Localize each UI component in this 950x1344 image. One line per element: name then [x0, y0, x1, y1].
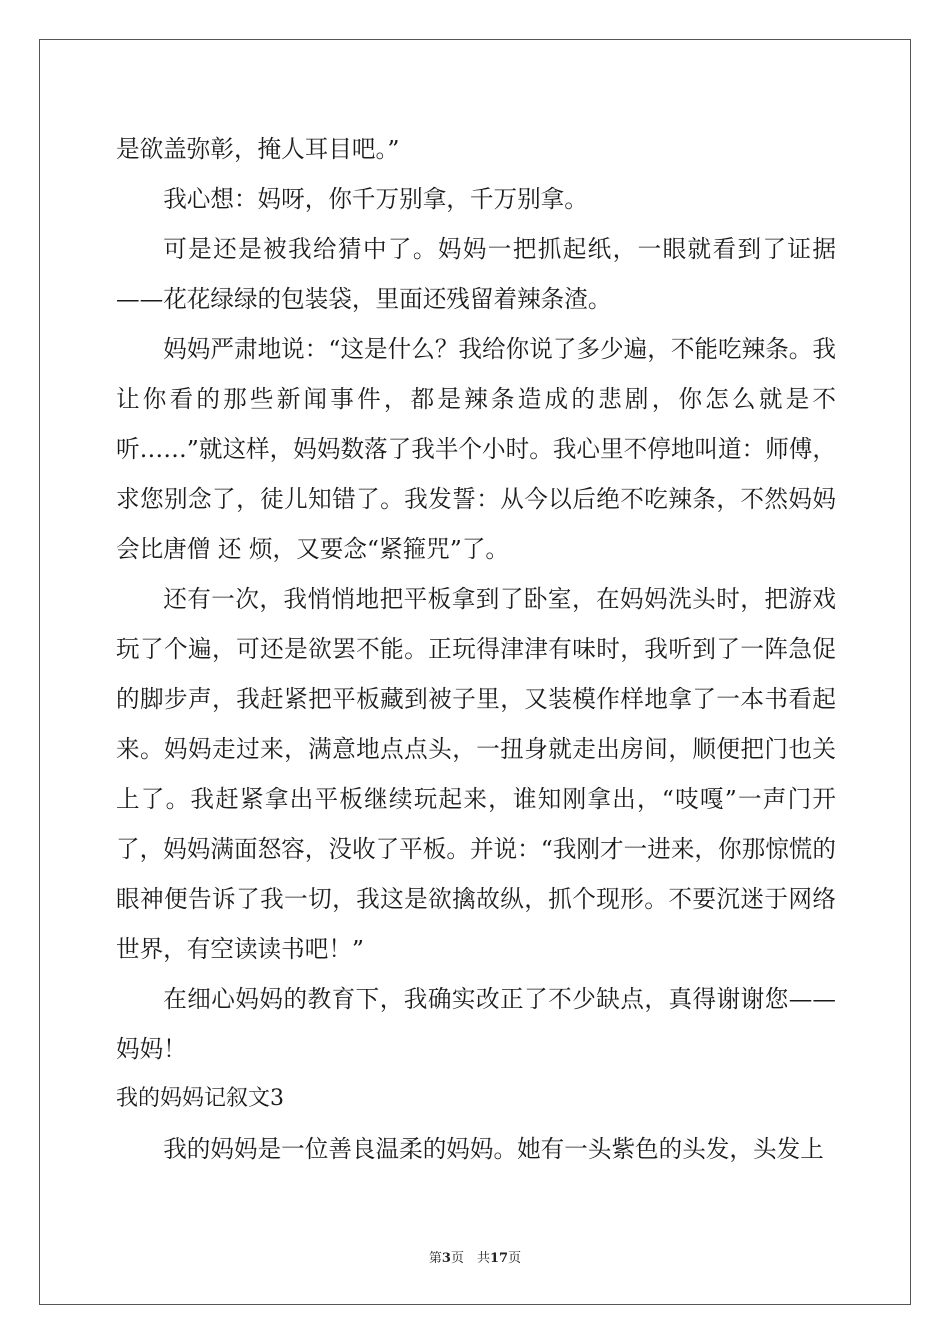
footer-middle: 页 共: [450, 1251, 490, 1266]
paragraph: 是欲盖弥彰，掩人耳目吧。”: [116, 135, 400, 163]
paragraph: 我的妈妈是一位善良温柔的妈妈。她有一头紫色的头发，头发上: [163, 1135, 824, 1163]
paragraph: 在细心妈妈的教育下，我确实改正了不少缺点，真得谢谢您——妈妈！: [116, 985, 836, 1063]
paragraph: 妈妈严肃地说：“这是什么？我给你说了多少遍，不能吃辣条。我让你看的那些新闻事件，都是辣条造成的悲剧，你怎么就是不听……”就这样，妈妈数落了我半个小时。我心里不停地叫道：师傅，求您别念了，徒儿知错了。我发誓：从今以后绝不吃辣条，不然妈妈会比唐僧 还 烦，又要念“紧箍咒”了。: [116, 335, 836, 563]
paragraph: 还有一次，我悄悄地把平板拿到了卧室，在妈妈洗头时，把游戏玩了个遍，可还是欲罢不能。正玩得津津有味时，我听到了一阵急促的脚步声，我赶紧把平板藏到被子里，又装模作样地拿了一本书看起来。妈妈走过来，满意地点点头，一扭身就走出房间，顺便把门也关上了。我赶紧拿出平板继续玩起来，谁知刚拿出，“吱嘎”一声门开了，妈妈满面怒容，没收了平板。并说：“我刚才一进来，你那惊慌的眼神便告诉了我一切，我这是欲擒故纵，抓个现形。不要沉迷于网络世界，有空读读书吧！”: [116, 585, 836, 963]
footer-suffix: 页: [508, 1251, 522, 1266]
total-page-count: 17: [489, 1251, 509, 1266]
page-footer: [0, 1247, 950, 1266]
current-page-number: 3: [441, 1251, 451, 1266]
document-body: [116, 124, 836, 1174]
section-heading: 我的妈妈记叙文3: [116, 1086, 284, 1111]
paragraph: 可是还是被我给猜中了。妈妈一把抓起纸，一眼就看到了证据——花花绿绿的包装袋，里面还残留着辣条渣。: [116, 235, 836, 313]
paragraph: 我心想：妈呀，你千万别拿，千万别拿。: [163, 185, 588, 213]
footer-prefix: 第: [428, 1251, 442, 1266]
